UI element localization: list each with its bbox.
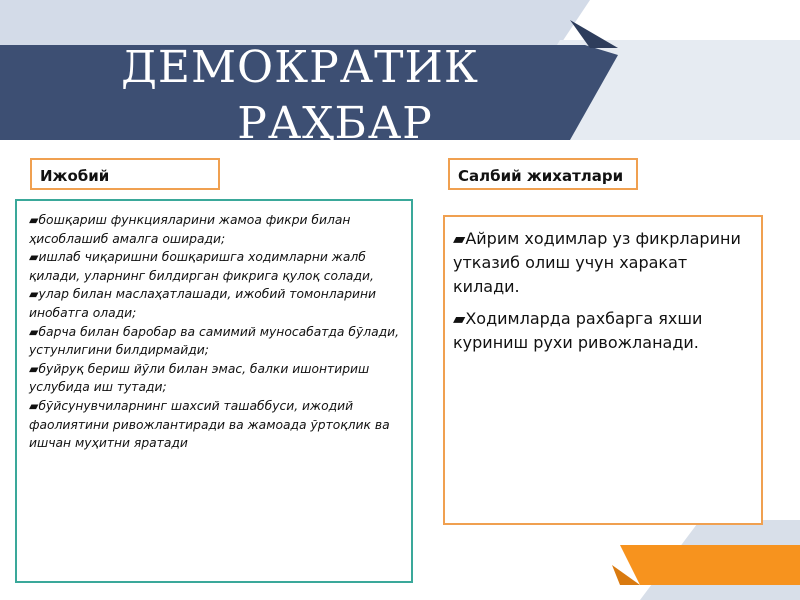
positive-heading: Ижобий [30,158,220,190]
negative-item: ▰Айрим ходимлар уз фикрларини утказиб олиш учун харакат килади. [453,229,741,296]
negative-heading: Салбий жихатлари [448,158,638,190]
negative-panel [443,215,763,525]
orange-bottom-band [620,545,800,585]
positive-item: ▰улар билан маслаҳатлашади, ижобий томонларини инобатга олади; [29,287,377,320]
bullet-icon: ▰ [29,213,39,227]
bullet-icon: ▰ [453,309,466,328]
light-top-band [0,0,590,45]
title-line-1: ДЕМОКРАТИК [121,42,479,93]
slide-title [110,40,490,152]
positive-item: ▰бўйсунувчиларнинг шахсий ташаббуси, ижодий фаолиятини ривожлантиради ва жамоада ўртоқлик ва ишчан муҳитни яратади [29,398,390,451]
positive-panel [15,199,413,583]
bullet-icon: ▰ [29,250,39,265]
bullet-icon: ▰ [29,287,39,302]
positive-item: ▰бошқариш функцияларини жамоа фикри билан ҳисоблашиб амалга оширади; [29,213,351,246]
positive-item: ▰буйруқ бериш йўли билан эмас, балки ишонтириш услубида иш тутади; [29,361,370,395]
positive-item: ▰барча билан баробар ва самимий муносабатда бўлади, устунлигини билдирмайди; [29,324,400,358]
bullet-icon: ▰ [29,398,39,413]
bullet-icon: ▰ [29,361,39,376]
bullet-icon: ▰ [453,229,466,248]
bullet-icon: ▰ [29,324,39,339]
negative-item: ▰Ходимларда рахбарга яхши куриниш рухи ривожланади. [453,309,703,352]
title-line-2: РАҲБАР [237,98,433,149]
positive-item: ▰ишлаб чиқаришни бошқаришга ходимларни жалб қилади, уларнинг билдирган фикрига қулоқ солади, [29,250,374,283]
